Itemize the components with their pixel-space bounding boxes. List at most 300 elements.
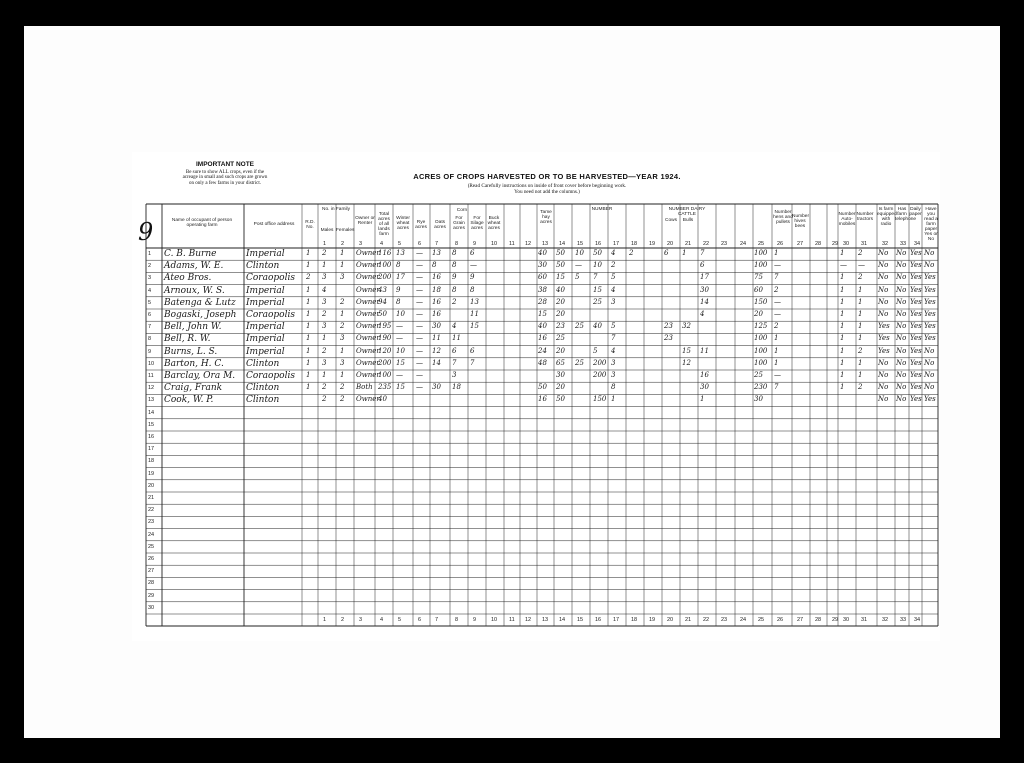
row-number: 9 [148, 348, 152, 355]
footer-column-number: 17 [613, 617, 620, 623]
entry-total: 94 [378, 297, 387, 306]
entry-post: Coraopolis [246, 371, 295, 381]
header-daily-paper: Daily paper [909, 207, 922, 217]
entry-m: 3 [322, 297, 327, 306]
entry-sil: 7 [470, 358, 475, 367]
entry-farm: Yes [924, 310, 936, 318]
entry-paper: Yes [910, 346, 922, 355]
entry-farm: Yes [924, 297, 936, 306]
entry-c21: 14 [700, 297, 709, 306]
entry-paper: Yes [910, 322, 922, 331]
footer-column-number: 20 [667, 617, 674, 623]
entry-farm: Yes [924, 285, 936, 294]
entry-c16: 150 [593, 395, 607, 404]
entry-paper: Yes [910, 297, 922, 306]
entry-own: Owner [356, 285, 380, 294]
entry-autos: 1 [840, 334, 845, 343]
entry-grain: 8 [452, 261, 457, 270]
entry-rd: 1 [306, 371, 311, 379]
entry-c17: 3 [611, 297, 616, 306]
entry-paper: Yes [910, 285, 922, 294]
entry-c17: 4 [611, 285, 616, 294]
entry-oats: 16 [432, 297, 441, 306]
header-dairy-cattle: NUMBER DAIRY CATTLE [668, 207, 706, 217]
entry-autos: 1 [840, 371, 845, 379]
header-silage: For Silage acres [470, 216, 484, 231]
entry-name: Craig, Frank [164, 383, 223, 394]
entry-post: Imperial [246, 285, 285, 296]
column-number: 8 [455, 241, 459, 247]
header-winter-wheat: Winter wheat acres [396, 216, 410, 231]
footer-column-number: 16 [595, 617, 602, 623]
entry-c16: 5 [593, 346, 598, 355]
footer-column-number: 7 [435, 617, 439, 623]
entry-radio: No [878, 310, 889, 318]
entry-phone: No [896, 334, 907, 343]
entry-ww: 9 [396, 285, 401, 294]
entry-paper: Yes [910, 310, 922, 318]
entry-post: Imperial [246, 249, 285, 259]
row-number: 20 [148, 482, 155, 489]
title-instructions: (Read Carefully instructions on inside of front cover before beginning work. [467, 183, 627, 189]
entry-phone: No [896, 371, 907, 379]
footer-column-number: 23 [721, 617, 728, 623]
entry-poultry: 75 [754, 273, 763, 282]
row-number: 12 [148, 385, 155, 392]
entry-hay: 48 [538, 358, 547, 367]
photograph-mount [24, 26, 1000, 738]
entry-c21: 30 [700, 383, 709, 392]
entry-rye: — [416, 297, 423, 306]
entry-rye: — [416, 334, 423, 343]
entry-f: 1 [340, 249, 345, 257]
entry-own: Owner [356, 297, 380, 306]
row-number: 21 [148, 495, 155, 501]
entry-sil: 11 [470, 310, 479, 318]
entry-sil: 15 [470, 322, 479, 331]
entry-post: Coraopolis [246, 310, 295, 320]
column-number: 32 [882, 241, 889, 247]
entry-oats: 12 [432, 346, 441, 355]
entry-c21: 1 [700, 395, 705, 404]
entry-rd: 1 [306, 383, 311, 392]
entry-f: 1 [340, 261, 345, 270]
entry-rd: 1 [306, 285, 311, 294]
entry-c14: 30 [556, 371, 565, 379]
footer-column-number: 1 [323, 617, 327, 623]
footer-column-number: 18 [631, 617, 638, 623]
header-buckwheat: Buck wheat acres [487, 216, 501, 231]
entry-name: Bogaski, Joseph [164, 310, 237, 320]
entry-own: Owner [356, 358, 380, 367]
footer-column-number: 26 [777, 617, 784, 623]
row-number: 26 [148, 556, 155, 562]
column-number: 11 [509, 241, 515, 247]
entry-post: Clinton [246, 261, 280, 272]
entry-c20: 12 [682, 358, 691, 367]
column-number: 14 [559, 241, 566, 247]
column-number: 24 [740, 241, 747, 247]
column-number: 13 [542, 241, 549, 247]
entry-hay: 30 [538, 261, 547, 270]
entry-rye: — [416, 261, 423, 270]
entry-post: Clinton [246, 358, 280, 369]
entry-autos: 1 [840, 322, 845, 331]
entry-phone: No [896, 273, 907, 282]
footer-column-number: 5 [398, 617, 402, 623]
entry-paper: Yes [910, 358, 922, 367]
entry-name: Cook, W. P. [164, 395, 214, 406]
entry-bees: — [774, 310, 781, 318]
entry-paper: Yes [910, 261, 922, 270]
entry-c17: 5 [611, 322, 616, 331]
entry-bees: 1 [774, 346, 779, 355]
footer-column-number: 12 [525, 617, 532, 623]
title-instructions-2: You need not add the columns.) [514, 189, 580, 195]
entry-bees: 1 [774, 334, 779, 343]
entry-oats: 30 [432, 383, 441, 392]
entry-bees: 7 [774, 383, 779, 392]
entry-c17: 1 [611, 395, 616, 404]
entry-name: Bell, R. W. [164, 334, 211, 345]
row-number: 14 [148, 409, 155, 416]
entry-poultry: 100 [754, 334, 768, 343]
entry-c14: 20 [556, 383, 565, 392]
header-number: NUMBER [591, 207, 613, 212]
entry-c16: 50 [593, 249, 602, 257]
entry-hay: 50 [538, 383, 547, 392]
entry-f: 1 [340, 346, 345, 355]
entry-tr: 1 [858, 310, 863, 318]
entry-total: 200 [378, 273, 392, 282]
entry-c21: 17 [700, 273, 709, 282]
header-autos: Number Auto-mobiles [838, 212, 856, 227]
column-number: 29 [832, 241, 839, 247]
entry-ww: 8 [396, 261, 401, 270]
entry-own: Owner [356, 346, 380, 355]
entry-poultry: 20 [754, 310, 763, 318]
entry-grain: 6 [452, 346, 457, 355]
entry-c20: 15 [682, 346, 691, 355]
row-number: 18 [148, 458, 155, 465]
entry-post: Imperial [246, 322, 285, 333]
column-number: 9 [473, 241, 477, 247]
entry-c19: 6 [664, 249, 669, 257]
entry-c14: 23 [556, 322, 565, 331]
row-number: 5 [148, 299, 152, 306]
entry-f: 2 [340, 383, 345, 392]
entry-oats: 14 [432, 358, 441, 367]
entry-c14: 50 [556, 261, 565, 270]
row-number: 19 [148, 470, 155, 477]
entry-ww: 13 [396, 249, 405, 257]
row-number: 1 [148, 251, 152, 257]
entry-f: 3 [340, 334, 345, 343]
entry-c16: 25 [593, 297, 602, 306]
entry-f: 1 [340, 371, 345, 379]
entry-farm: No [924, 358, 935, 367]
entry-c14: 40 [556, 285, 565, 294]
column-number: 16 [595, 241, 602, 247]
note-line: on only a few farms in your district. [189, 180, 261, 186]
entry-farm: No [924, 261, 935, 270]
footer-column-number: 10 [491, 617, 498, 623]
footer-column-number: 25 [758, 617, 765, 623]
entry-sil: 6 [470, 346, 475, 355]
entry-c17: 3 [611, 371, 616, 379]
entry-radio: No [878, 395, 889, 404]
entry-bees: 7 [774, 273, 779, 282]
entry-name: Batenga & Lutz [164, 297, 236, 308]
important-note [140, 162, 310, 186]
entry-own: Owner [356, 371, 380, 379]
entry-grain: 8 [452, 249, 457, 257]
header-bees: Number hives bees [792, 214, 810, 229]
footer-column-number: 24 [740, 617, 747, 623]
entry-c14: 65 [556, 358, 565, 367]
column-number: 12 [525, 241, 532, 247]
entry-total: 40 [378, 395, 387, 404]
header-grain: For Grain acres [453, 216, 465, 231]
footer-column-number: 31 [861, 617, 868, 623]
entry-c21: 4 [700, 310, 705, 318]
entry-c17: 7 [611, 334, 616, 343]
entry-rd: 1 [306, 249, 311, 257]
footer-column-number: 21 [685, 617, 692, 623]
footer-column-number: 4 [380, 617, 384, 623]
note-line: Be sure to show ALL crops, even if the [185, 169, 265, 175]
entry-farm: No [924, 346, 935, 355]
sheet-number: 9 [138, 218, 154, 246]
entry-own: Owner [356, 249, 380, 257]
entry-post: Coraopolis [246, 273, 295, 284]
entry-farm: Yes [924, 395, 936, 404]
entry-name: Bell, John W. [164, 322, 222, 333]
entry-rd: 2 [306, 273, 311, 282]
footer-column-number: 3 [359, 617, 363, 623]
entry-poultry: 30 [754, 395, 763, 404]
entry-m: 2 [322, 346, 327, 355]
footer-column-number: 8 [455, 617, 459, 623]
row-number: 8 [148, 336, 152, 343]
entry-own: Owner [356, 322, 380, 331]
entry-f: 3 [340, 358, 345, 367]
entry-name: Burns, L. S. [164, 346, 218, 357]
row-number: 30 [148, 604, 155, 611]
footer-column-number: 22 [703, 617, 710, 623]
entry-total: 100 [378, 371, 392, 379]
entry-tr: 1 [858, 285, 863, 294]
column-number: 21 [685, 241, 692, 247]
entry-c17: 2 [611, 261, 616, 270]
entry-m: 2 [322, 395, 327, 404]
column-number: 6 [418, 241, 422, 247]
entry-farm: No [924, 383, 935, 392]
footer-column-number: 29 [832, 617, 839, 623]
entry-oats: 11 [432, 334, 441, 343]
entry-f: 1 [340, 310, 345, 318]
entry-name: Ateo Bros. [164, 273, 212, 284]
entry-sil: 9 [470, 273, 475, 282]
column-number: 33 [900, 241, 907, 247]
header-tractors: Number tractors [856, 212, 874, 222]
entry-phone: No [896, 285, 907, 294]
entry-c14: 25 [556, 334, 565, 343]
footer-column-number: 11 [509, 617, 515, 623]
entry-c20: 1 [682, 249, 687, 257]
entry-name: Barclay, Ora M. [164, 371, 236, 381]
entry-tr: 2 [858, 346, 863, 355]
entry-bees: — [774, 371, 781, 379]
column-number: 18 [631, 241, 638, 247]
entry-m: 3 [322, 273, 327, 282]
row-number: 6 [148, 312, 152, 318]
entry-radio: Yes [878, 322, 890, 331]
entry-tr: 1 [858, 322, 863, 331]
title-main: ACRES OF CROPS HARVESTED OR TO BE HARVESTED—YEAR 1924. [413, 172, 681, 181]
entry-autos: — [840, 261, 847, 270]
entry-farm: No [924, 371, 935, 379]
entry-hay: 24 [538, 346, 547, 355]
row-number: 24 [148, 531, 155, 538]
entry-oats: 16 [432, 310, 441, 318]
entry-farm: Yes [924, 273, 936, 282]
header-name: Name of occupant of person operating farm [171, 218, 233, 228]
entry-radio: Yes [878, 346, 890, 355]
entry-c16: 200 [593, 371, 607, 379]
entry-c15: 25 [575, 322, 584, 331]
entry-grain: 8 [452, 285, 457, 294]
entry-m: 3 [322, 322, 327, 331]
entry-m: 2 [322, 383, 327, 392]
entry-tr: 2 [858, 383, 863, 392]
entry-hay: 38 [538, 285, 547, 294]
entry-total: 235 [378, 383, 392, 392]
entry-paper: Yes [910, 273, 922, 282]
entry-total: 43 [378, 285, 387, 294]
entry-autos: 1 [840, 297, 845, 306]
column-number: 7 [435, 241, 439, 247]
header-cows: Cows [665, 218, 677, 223]
entry-c15: 25 [575, 358, 584, 367]
entry-post: Clinton [246, 383, 280, 394]
entry-tr: — [858, 261, 865, 270]
entry-sil: 6 [470, 249, 475, 257]
entry-c21: 30 [700, 285, 709, 294]
entry-ww: 10 [396, 310, 405, 318]
entry-c14: 20 [556, 346, 565, 355]
header-oats: Oats acres [434, 220, 446, 230]
entry-farm: No [924, 249, 935, 257]
entry-paper: Yes [910, 395, 922, 404]
header-radio: Is farm equipped with radio [877, 207, 897, 227]
entry-name: Adams, W. E. [164, 261, 224, 272]
entry-own: Owner [356, 334, 380, 343]
entry-c19: 23 [664, 322, 673, 331]
entry-tr: 1 [858, 297, 863, 306]
row-number: 17 [148, 446, 155, 453]
entry-paper: Yes [910, 383, 922, 392]
column-number: 5 [398, 241, 402, 247]
entry-autos: 1 [840, 310, 845, 318]
header-females: Females [336, 228, 355, 233]
entry-hay: 16 [538, 395, 547, 404]
footer-column-number: 9 [473, 617, 477, 623]
entry-radio: No [878, 261, 889, 270]
entry-tr: 2 [858, 273, 863, 282]
entry-m: 1 [322, 371, 327, 379]
entry-f: 3 [340, 273, 345, 282]
entry-c15: 5 [575, 273, 580, 282]
entry-bees: 2 [774, 322, 779, 331]
footer-column-number: 32 [882, 617, 889, 623]
entry-grain: 7 [452, 358, 457, 367]
header-family: No. in Family [322, 207, 350, 212]
column-number: 25 [758, 241, 765, 247]
entry-sil: 13 [470, 297, 479, 306]
entry-bees: 1 [774, 358, 779, 367]
entry-c17: 8 [611, 383, 616, 392]
entry-poultry: 125 [754, 322, 768, 331]
entry-name: C. B. Burne [164, 249, 217, 259]
entry-m: 3 [322, 358, 327, 367]
entry-rye: — [416, 346, 423, 355]
entry-c16: 7 [593, 273, 598, 282]
footer-column-number: 14 [559, 617, 566, 623]
entry-poultry: 100 [754, 249, 768, 257]
entry-c19: 23 [664, 334, 673, 343]
footer-column-number: 30 [843, 617, 850, 623]
entry-m: 2 [322, 310, 327, 318]
entry-total: 50 [378, 310, 387, 318]
header-tame-hay: Tame hay acres [540, 210, 552, 225]
entry-phone: No [896, 249, 907, 257]
header-bulls: Bulls [682, 218, 694, 223]
entry-oats: 13 [432, 249, 441, 257]
header-rd: R.D. No. [305, 220, 315, 230]
entry-oats: 16 [432, 273, 441, 282]
row-number: 23 [148, 519, 155, 526]
entry-m: 2 [322, 249, 327, 257]
row-number: 10 [148, 360, 155, 367]
entry-bees: 2 [774, 285, 779, 294]
entry-c14: 50 [556, 395, 565, 404]
header-total: Total acres of all lands farm [378, 212, 390, 237]
entry-autos: 1 [840, 285, 845, 294]
entry-poultry: 100 [754, 358, 768, 367]
row-number: 11 [148, 373, 154, 379]
header-farm-paper: Have you read a farm paper Yes or No [924, 207, 938, 242]
entry-post: Imperial [246, 346, 285, 357]
entry-c21: 11 [700, 346, 709, 355]
column-number: 26 [777, 241, 784, 247]
row-number: 13 [148, 397, 155, 404]
entry-own: Both [356, 383, 373, 392]
entry-grain: 9 [452, 273, 457, 282]
note-line: acreage in small and such crops are grown [182, 175, 268, 181]
column-number: 15 [577, 241, 584, 247]
entry-own: Owner [356, 261, 380, 270]
entry-tr: 1 [858, 334, 863, 343]
column-number: 23 [721, 241, 728, 247]
entry-grain: 3 [452, 371, 457, 379]
census-ledger-page [132, 152, 940, 641]
footer-column-number: 15 [577, 617, 584, 623]
entry-hay: 15 [538, 310, 547, 318]
entry-hay: 16 [538, 334, 547, 343]
header-post-office: Post office address [253, 222, 295, 227]
entry-post: Imperial [246, 334, 285, 345]
